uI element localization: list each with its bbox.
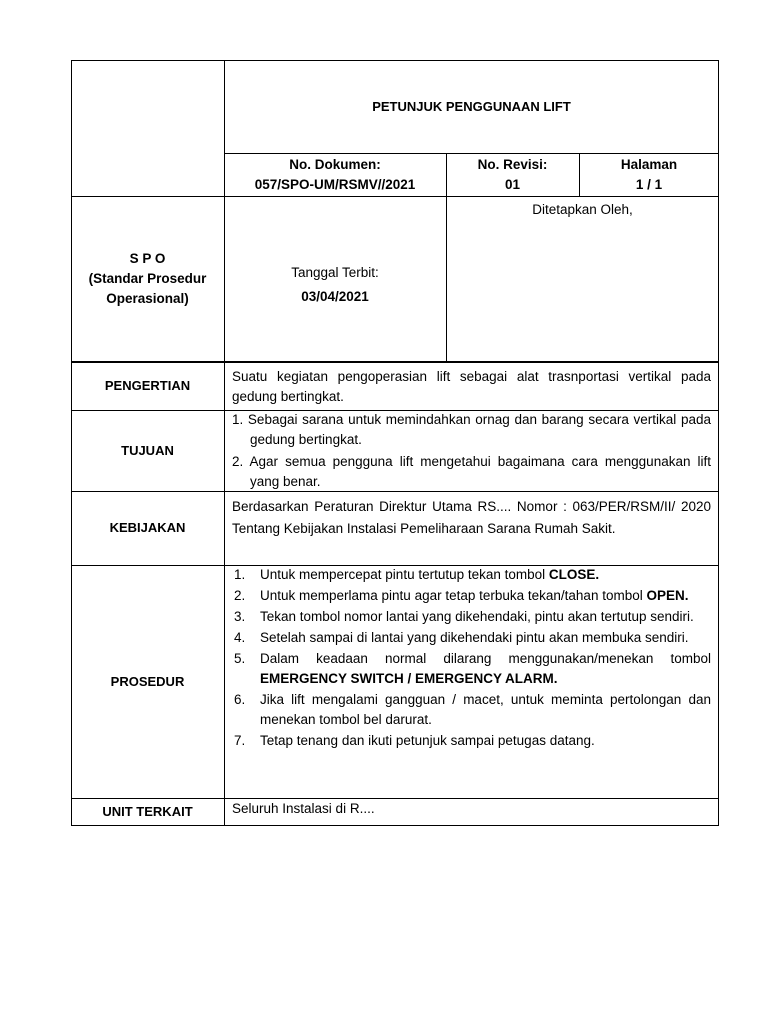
item-number: 2.	[234, 588, 246, 603]
tujuan-label-cell	[71, 410, 224, 491]
list-item	[224, 649, 711, 689]
list-item	[224, 607, 711, 627]
page-label: Halaman	[620, 156, 678, 172]
pengertian-label: PENGERTIAN	[104, 378, 191, 393]
item-text: Untuk mempercepat pintu tertutup tekan tombol	[260, 567, 549, 582]
revision-label: No. Revisi:	[477, 156, 548, 172]
issue-date-value: 03/04/2021	[301, 289, 369, 304]
tujuan-list-cell	[232, 410, 711, 494]
list-item	[224, 565, 711, 585]
spo-line-1: S P O	[129, 251, 166, 266]
list-item	[224, 586, 711, 606]
revision-cell	[446, 153, 579, 196]
kebijakan-text-cell	[232, 496, 711, 540]
item-number: 5.	[234, 651, 246, 666]
approved-cell	[446, 196, 719, 362]
tujuan-list	[232, 410, 711, 492]
page-value: 1 / 1	[635, 176, 663, 192]
list-item	[224, 628, 711, 648]
item-text: Jika lift mengalami gangguan / macet, untuk meminta pertolongan dan menekan tombol bel darurat.	[260, 692, 711, 727]
issue-date-label: Tanggal Terbit:	[291, 265, 379, 280]
page-cell	[579, 153, 719, 196]
spo-line-2: (Standar Prosedur	[88, 271, 207, 286]
item-text: Dalam keadaan normal dilarang menggunakan/menekan tombol	[260, 651, 711, 666]
spo-cell	[71, 196, 224, 362]
tujuan-label: TUJUAN	[121, 442, 174, 458]
list-item: 1. Sebagai sarana untuk memindahkan ornag dan barang secara vertikal pada gedung bertingkat.	[232, 412, 711, 447]
pengertian-text: Suatu kegiatan pengoperasian lift sebagai alat trasnportasi vertikal pada gedung bertingkat.	[232, 369, 711, 404]
prosedur-label-cell	[71, 565, 224, 798]
doc-number-label: No. Dokumen:	[289, 156, 381, 172]
document-title-text: PETUNJUK PENGGUNAAN LIFT	[372, 98, 571, 114]
item-number: 7.	[234, 733, 246, 748]
item-text: Tetap tenang dan ikuti petunjuk sampai petugas datang.	[260, 733, 595, 748]
document-title	[224, 60, 719, 153]
doc-number-value: 057/SPO-UM/RSMV//2021	[254, 176, 416, 192]
doc-number-cell	[224, 153, 446, 196]
item-bold: CLOSE.	[548, 567, 600, 582]
kebijakan-label: KEBIJAKAN	[109, 520, 186, 535]
issue-date-cell	[224, 196, 446, 362]
unit-text: Seluruh Instalasi di R....	[232, 801, 375, 816]
list-item: 2. Agar semua pengguna lift mengetahui bagaimana cara menggunakan lift yang benar.	[232, 454, 711, 489]
prosedur-list-cell	[224, 565, 711, 752]
unit-text-cell	[232, 799, 711, 819]
pengertian-label-cell	[71, 362, 224, 410]
item-bold: OPEN.	[646, 588, 689, 603]
item-text: Setelah sampai di lantai yang dikehendaki pintu akan membuka sendiri.	[260, 630, 689, 645]
kebijakan-text: Berdasarkan Peraturan Direktur Utama RS.... Nomor : 063/PER/RSM/II/ 2020 Tentang Kebijakan Instalasi Pemeliharaan Sarana Rumah Sakit.	[232, 499, 711, 536]
item-number: 1.	[234, 567, 246, 582]
prosedur-label: PROSEDUR	[110, 673, 185, 689]
item-bold: EMERGENCY SWITCH / EMERGENCY ALARM.	[260, 671, 558, 686]
item-text: Tekan tombol nomor lantai yang dikehendaki, pintu akan tertutup sendiri.	[260, 609, 694, 624]
item-text: Untuk memperlama pintu agar tetap terbuka tekan/tahan tombol	[260, 588, 647, 603]
prosedur-list	[224, 565, 711, 751]
list-item	[224, 690, 711, 730]
item-number: 4.	[234, 630, 246, 645]
unit-label-cell	[71, 798, 224, 826]
approved-label: Ditetapkan Oleh,	[532, 202, 633, 217]
pengertian-text-cell	[232, 367, 711, 407]
item-number: 6.	[234, 692, 246, 707]
item-number: 3.	[234, 609, 246, 624]
kebijakan-label-cell	[71, 491, 224, 565]
spo-line-3: Operasional)	[106, 291, 189, 306]
revision-value: 01	[504, 176, 521, 192]
unit-label: UNIT TERKAIT	[102, 804, 193, 819]
logo-cell	[71, 60, 224, 196]
list-item	[224, 731, 711, 751]
